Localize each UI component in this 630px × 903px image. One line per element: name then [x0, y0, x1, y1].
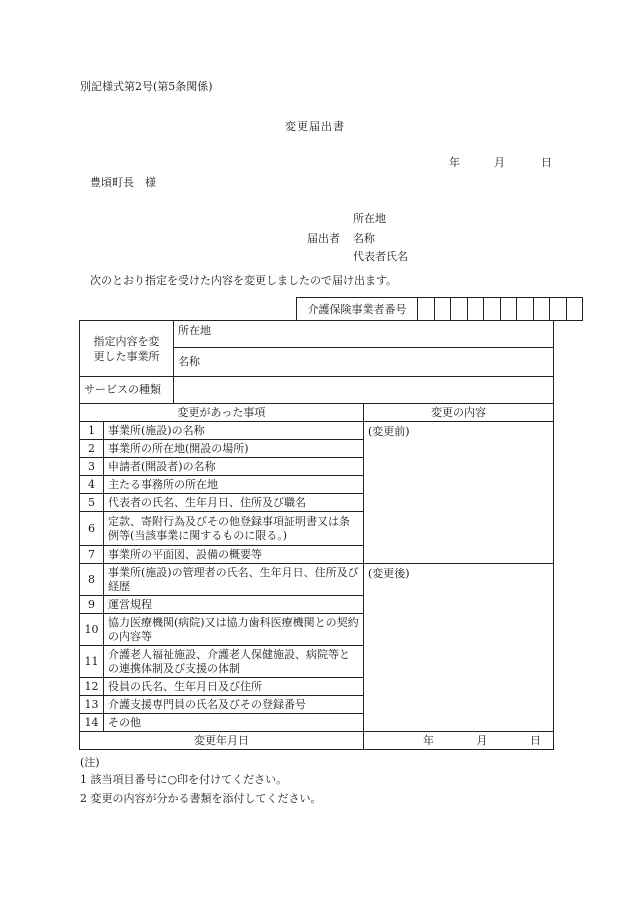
item-text: 協力医療機関(病院)又は協力歯科医療機関との契約の内容等 [104, 614, 364, 646]
registration-digit-box[interactable] [451, 298, 468, 321]
registration-digit-box[interactable] [418, 298, 435, 321]
change-after-label: (変更後) [368, 567, 410, 580]
form-id: 別記様式第2号(第5条関係) [80, 80, 213, 93]
item-text: 事業所(施設)の名称 [104, 422, 364, 440]
registration-number-table [296, 297, 583, 321]
item-number[interactable]: 6 [80, 512, 104, 546]
date-day: 日 [541, 156, 552, 169]
office-label [80, 321, 174, 377]
change-date-field[interactable] [364, 732, 554, 750]
item-number[interactable]: 3 [80, 458, 104, 476]
item-text: 事業所の平面図、設備の概要等 [104, 546, 364, 564]
item-number[interactable]: 2 [80, 440, 104, 458]
applicant-name-label: 名称 [353, 232, 375, 245]
item-text: 申請者(開設者)の名称 [104, 458, 364, 476]
applicant-location-label: 所在地 [353, 212, 386, 225]
item-number[interactable]: 10 [80, 614, 104, 646]
change-date-month: 月 [476, 733, 488, 747]
intro-text: 次のとおり指定を受けた内容を変更しましたので届け出ます。 [90, 274, 398, 287]
service-type-label: サービスの種類 [80, 377, 174, 404]
note-item: 2 変更の内容が分かる書類を添付してください。 [80, 792, 322, 805]
date-month: 月 [494, 156, 505, 169]
item-number[interactable]: 14 [80, 714, 104, 732]
item-text: 介護支援専門員の氏名及びその登録番号 [104, 696, 364, 714]
change-date-day: 日 [530, 733, 541, 747]
content-header: 変更の内容 [364, 404, 554, 422]
item-number[interactable]: 8 [80, 564, 104, 596]
item-text: 定款、寄附行為及びその他登録事項証明書又は条例等(当該事業に関するものに限る。) [104, 512, 364, 546]
change-date-year: 年 [423, 733, 434, 747]
item-text: 運営規程 [104, 596, 364, 614]
applicant-representative-label: 代表者氏名 [353, 250, 408, 263]
item-number[interactable]: 13 [80, 696, 104, 714]
change-after-field[interactable] [364, 564, 554, 732]
item-text: その他 [104, 714, 364, 732]
change-date-label: 変更年月日 [80, 732, 364, 750]
notes-label: (注) [80, 756, 100, 769]
item-number[interactable]: 9 [80, 596, 104, 614]
item-text: 代表者の氏名、生年月日、住所及び職名 [104, 494, 364, 512]
item-text: 役員の氏名、生年月日及び住所 [104, 678, 364, 696]
registration-digit-box[interactable] [500, 298, 517, 321]
registration-digit-box[interactable] [550, 298, 567, 321]
item-text: 事業所の所在地(開設の場所) [104, 440, 364, 458]
registration-digit-box[interactable] [533, 298, 550, 321]
registration-digit-box[interactable] [566, 298, 583, 321]
item-text: 介護老人福祉施設、介護老人保健施設、病院等との連携体制及び支援の体制 [104, 646, 364, 678]
changes-header: 変更があった事項 [80, 404, 364, 422]
item-text: 主たる事務所の所在地 [104, 476, 364, 494]
office-name-label: 名称 [178, 355, 200, 368]
registration-number-label: 介護保険事業者番号 [297, 298, 418, 321]
service-type-field[interactable] [174, 377, 554, 404]
date-year: 年 [449, 156, 460, 169]
registration-digit-box[interactable] [484, 298, 501, 321]
registration-digit-box[interactable] [434, 298, 451, 321]
item-number[interactable]: 12 [80, 678, 104, 696]
item-number[interactable]: 7 [80, 546, 104, 564]
document-title: 変更届出書 [285, 120, 345, 133]
office-location-field[interactable] [174, 321, 554, 348]
registration-digit-box[interactable] [517, 298, 534, 321]
office-location-label: 所在地 [178, 324, 211, 337]
applicant-role: 届出者 [307, 232, 340, 245]
item-number[interactable]: 1 [80, 422, 104, 440]
office-label-line-2: 更した事業所 [93, 349, 160, 363]
change-before-label: (変更前) [368, 425, 410, 438]
change-details-table [79, 320, 554, 750]
note-item: 1 該当項目番号に○印を付けてください。 [80, 773, 288, 786]
item-text: 事業所(施設)の管理者の氏名、生年月日、住所及び経歴 [104, 564, 364, 596]
change-before-field[interactable] [364, 422, 554, 564]
office-name-field[interactable] [174, 348, 554, 377]
addressee: 豊頃町長 様 [90, 176, 156, 189]
item-number[interactable]: 11 [80, 646, 104, 678]
item-number[interactable]: 4 [80, 476, 104, 494]
item-number[interactable]: 5 [80, 494, 104, 512]
office-label-line-1: 指定内容を変 [93, 334, 160, 348]
registration-digit-box[interactable] [467, 298, 484, 321]
